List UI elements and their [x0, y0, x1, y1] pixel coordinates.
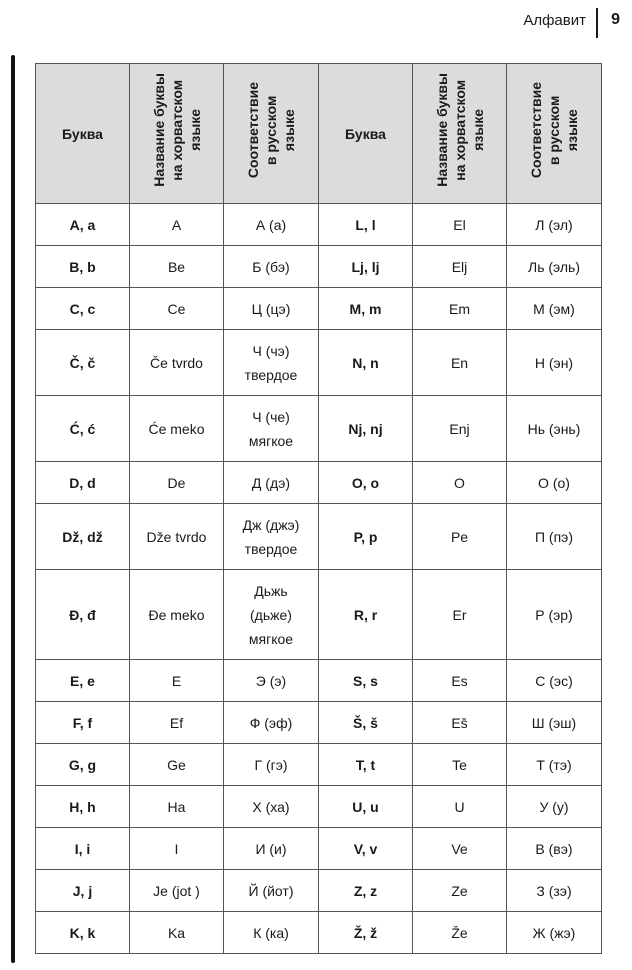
cell-letter: E, e: [36, 660, 130, 702]
cell-croatian-name-2: El: [413, 204, 507, 246]
cell-russian-equivalent: Ф (эф): [224, 702, 319, 744]
cell-russian-equivalent: К (ка): [224, 912, 319, 954]
cell-russian-equivalent-2: Р (эр): [507, 570, 602, 660]
table-header-row: [36, 64, 602, 204]
cell-russian-equivalent: Д (дэ): [224, 462, 319, 504]
cell-croatian-name-2: Er: [413, 570, 507, 660]
cell-letter-2: P, p: [319, 504, 413, 570]
cell-letter-2: Z, z: [319, 870, 413, 912]
cell-russian-equivalent: Й (йот): [224, 870, 319, 912]
cell-letter: B, b: [36, 246, 130, 288]
cell-russian-equivalent-2: П (пэ): [507, 504, 602, 570]
cell-croatian-name-2: U: [413, 786, 507, 828]
cell-croatian-name-2: Pe: [413, 504, 507, 570]
cell-russian-equivalent-2: Н (эн): [507, 330, 602, 396]
cell-russian-equivalent-2: Нь (энь): [507, 396, 602, 462]
cell-russian-equivalent-2: О (о): [507, 462, 602, 504]
header-croatian-name: [130, 64, 224, 204]
cell-russian-equivalent: Ч (че) мягкое: [224, 396, 319, 462]
cell-letter: Dž, dž: [36, 504, 130, 570]
cell-croatian-name: Đe meko: [130, 570, 224, 660]
table-row: [36, 828, 602, 870]
table-row: [36, 204, 602, 246]
table-row: [36, 504, 602, 570]
cell-russian-equivalent-2: Л (эл): [507, 204, 602, 246]
header-russian-equivalent-2: [507, 64, 602, 204]
cell-letter-2: Nj, nj: [319, 396, 413, 462]
cell-letter: Đ, đ: [36, 570, 130, 660]
table-row: [36, 288, 602, 330]
cell-letter: K, k: [36, 912, 130, 954]
cell-croatian-name-2: Enj: [413, 396, 507, 462]
cell-russian-equivalent: Х (ха): [224, 786, 319, 828]
cell-russian-equivalent: Дьжь (дьже) мягкое: [224, 570, 319, 660]
margin-rule: [11, 55, 15, 963]
cell-croatian-name: Ce: [130, 288, 224, 330]
section-title: Алфавит: [523, 12, 586, 29]
cell-letter: D, d: [36, 462, 130, 504]
cell-croatian-name: Be: [130, 246, 224, 288]
header-divider: [596, 8, 598, 38]
cell-russian-equivalent: Г (гэ): [224, 744, 319, 786]
cell-russian-equivalent-2: Ж (жэ): [507, 912, 602, 954]
cell-croatian-name-2: Ve: [413, 828, 507, 870]
table-row: [36, 786, 602, 828]
cell-letter: G, g: [36, 744, 130, 786]
cell-russian-equivalent-2: С (эс): [507, 660, 602, 702]
cell-croatian-name: Će meko: [130, 396, 224, 462]
cell-russian-equivalent-2: Т (тэ): [507, 744, 602, 786]
cell-russian-equivalent: Дж (джэ) твердое: [224, 504, 319, 570]
cell-letter-2: M, m: [319, 288, 413, 330]
cell-croatian-name: Če tvrdo: [130, 330, 224, 396]
cell-croatian-name: Je (jot ): [130, 870, 224, 912]
cell-letter: H, h: [36, 786, 130, 828]
cell-croatian-name-2: O: [413, 462, 507, 504]
cell-letter-2: V, v: [319, 828, 413, 870]
table-row: [36, 462, 602, 504]
cell-croatian-name: Ef: [130, 702, 224, 744]
header-letter: Буква: [36, 64, 130, 204]
table-row: [36, 570, 602, 660]
cell-croatian-name-2: Že: [413, 912, 507, 954]
table-row: [36, 246, 602, 288]
cell-russian-equivalent-2: Ль (эль): [507, 246, 602, 288]
cell-letter-2: Ž, ž: [319, 912, 413, 954]
header-letter-2: Буква: [319, 64, 413, 204]
cell-russian-equivalent: Э (э): [224, 660, 319, 702]
cell-letter-2: Š, š: [319, 702, 413, 744]
cell-croatian-name-2: Em: [413, 288, 507, 330]
table-row: [36, 702, 602, 744]
table-row: [36, 744, 602, 786]
cell-croatian-name-2: Ze: [413, 870, 507, 912]
cell-letter-2: Lj, lj: [319, 246, 413, 288]
cell-letter: C, c: [36, 288, 130, 330]
cell-croatian-name: I: [130, 828, 224, 870]
cell-russian-equivalent-2: З (зэ): [507, 870, 602, 912]
cell-russian-equivalent-2: В (вэ): [507, 828, 602, 870]
cell-russian-equivalent-2: М (эм): [507, 288, 602, 330]
cell-letter-2: N, n: [319, 330, 413, 396]
cell-russian-equivalent-2: У (у): [507, 786, 602, 828]
table-row: [36, 912, 602, 954]
page-number: 9: [611, 11, 620, 28]
cell-letter-2: S, s: [319, 660, 413, 702]
cell-letter: J, j: [36, 870, 130, 912]
cell-croatian-name-2: Eš: [413, 702, 507, 744]
table-row: [36, 870, 602, 912]
cell-letter-2: T, t: [319, 744, 413, 786]
cell-russian-equivalent: Ч (чэ) твердое: [224, 330, 319, 396]
cell-croatian-name-2: En: [413, 330, 507, 396]
header-russian-equivalent-2-text: Соответствие в русском языке: [528, 81, 580, 179]
cell-letter: I, i: [36, 828, 130, 870]
cell-croatian-name: Dže tvrdo: [130, 504, 224, 570]
cell-russian-equivalent: А (а): [224, 204, 319, 246]
cell-croatian-name: De: [130, 462, 224, 504]
cell-croatian-name: Ka: [130, 912, 224, 954]
cell-russian-equivalent: Ц (цэ): [224, 288, 319, 330]
header-russian-equivalent: [224, 64, 319, 204]
table-row: [36, 396, 602, 462]
header-croatian-name-2-text: Название буквы на хорватском языке: [433, 73, 486, 187]
cell-russian-equivalent-2: Ш (эш): [507, 702, 602, 744]
cell-croatian-name: Ha: [130, 786, 224, 828]
cell-russian-equivalent: И (и): [224, 828, 319, 870]
header-croatian-name-text: Название буквы на хорватском языке: [150, 73, 203, 187]
cell-croatian-name-2: Te: [413, 744, 507, 786]
cell-letter: A, a: [36, 204, 130, 246]
table-row: [36, 660, 602, 702]
table-row: [36, 330, 602, 396]
cell-letter-2: U, u: [319, 786, 413, 828]
cell-russian-equivalent: Б (бэ): [224, 246, 319, 288]
cell-letter: F, f: [36, 702, 130, 744]
cell-croatian-name: A: [130, 204, 224, 246]
cell-letter: Ć, ć: [36, 396, 130, 462]
cell-croatian-name-2: Es: [413, 660, 507, 702]
cell-letter: Č, č: [36, 330, 130, 396]
header-croatian-name-2: [413, 64, 507, 204]
running-header: [0, 6, 632, 36]
cell-croatian-name: E: [130, 660, 224, 702]
cell-letter-2: L, l: [319, 204, 413, 246]
cell-croatian-name: Ge: [130, 744, 224, 786]
alphabet-table: [35, 63, 602, 954]
cell-letter-2: R, r: [319, 570, 413, 660]
header-russian-equivalent-text: Соответствие в русском языке: [245, 81, 297, 179]
cell-croatian-name-2: Elj: [413, 246, 507, 288]
cell-letter-2: O, o: [319, 462, 413, 504]
